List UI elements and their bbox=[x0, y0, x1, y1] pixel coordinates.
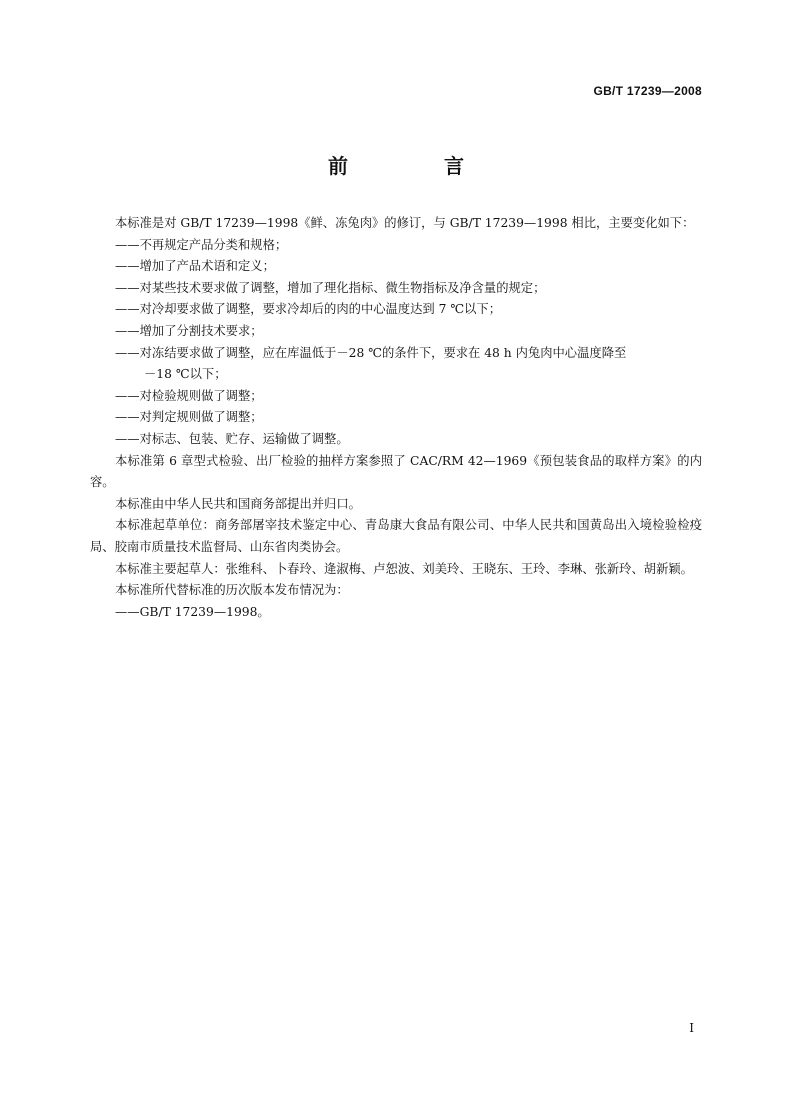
change-item: ——对冻结要求做了调整，应在库温低于－28 ℃的条件下，要求在 48 h 内兔肉中心温度降至 bbox=[115, 345, 627, 360]
drafting-units-paragraph: 本标准起草单位：商务部屠宰技术鉴定中心、青岛康大食品有限公司、中华人民共和国黄岛出入境检验检疫局、胶南市质量技术监督局、山东省肉类协会。 bbox=[90, 518, 702, 554]
intro-paragraph: 本标准是对 GB/T 17239—1998《鲜、冻兔肉》的修订，与 GB/T 17239—1998 相比，主要变化如下： bbox=[115, 216, 695, 230]
change-item: ——增加了分割技术要求； bbox=[115, 323, 263, 338]
page-title: 前 言 bbox=[328, 154, 502, 178]
change-item: ——对判定规则做了调整； bbox=[115, 410, 263, 425]
foreword-body bbox=[90, 213, 702, 623]
change-item: ——增加了产品术语和定义； bbox=[115, 259, 275, 274]
proposer-paragraph: 本标准由中华人民共和国商务部提出并归口。 bbox=[115, 496, 361, 511]
drafters-paragraph: 本标准主要起草人：张维科、卜春玲、逄淑梅、卢恕波、刘美玲、王晓东、王玲、李琳、张新玲、胡新颖。 bbox=[115, 561, 693, 576]
history-intro-paragraph: 本标准所代替标准的历次版本发布情况为： bbox=[115, 583, 349, 598]
change-item: ——对检验规则做了调整； bbox=[115, 388, 263, 403]
standard-number: GB/T 17239—2008 bbox=[593, 84, 702, 98]
change-item-continuation: －18 ℃以下； bbox=[144, 367, 227, 382]
change-item: ——不再规定产品分类和规格； bbox=[115, 237, 288, 252]
change-item: ——对某些技术要求做了调整，增加了理化指标、微生物指标及净含量的规定； bbox=[115, 280, 546, 295]
history-item: ——GB/T 17239—1998。 bbox=[115, 604, 270, 619]
change-item: ——对标志、包装、贮存、运输做了调整。 bbox=[115, 431, 349, 446]
page-number: I bbox=[689, 1021, 694, 1035]
change-item: ——对冷却要求做了调整，要求冷却后的肉的中心温度达到 7 ℃以下； bbox=[115, 302, 502, 317]
sampling-paragraph: 本标准第 6 章型式检验、出厂检验的抽样方案参照了 CAC/RM 42—1969《预包装食品的取样方案》的内容。 bbox=[90, 453, 702, 490]
